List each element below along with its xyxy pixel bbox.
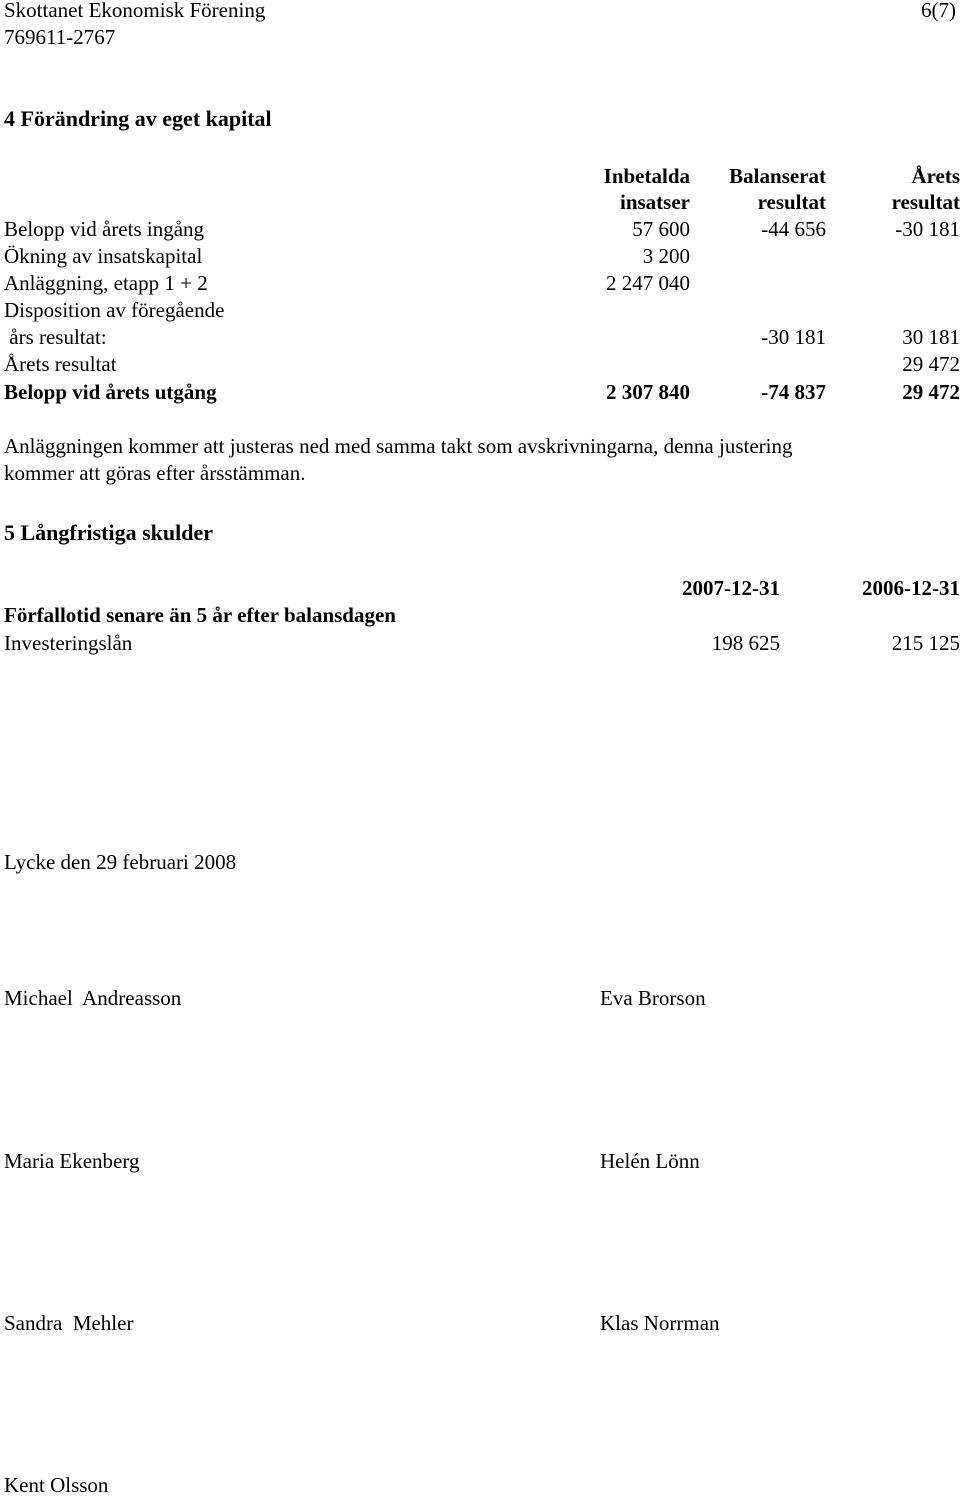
col-header-balanserat-2: resultat [757,190,826,214]
cell-arets: 29 472 [902,352,960,376]
cell-arets: -30 181 [895,217,960,241]
note-line-1: Anläggningen kommer att justeras ned med samma takt som avskrivningarna, denna justering [4,434,793,458]
col-header-arets-1: Årets [911,164,960,188]
company-name: Skottanet Ekonomisk Förening [4,0,266,22]
page-number: 6(7) [921,0,956,22]
place-date: Lycke den 29 februari 2008 [4,850,237,874]
cell-inbetalda: 2 247 040 [606,271,690,295]
row-label: års resultat: [4,325,107,349]
signatory-name: Helén Lönn [600,1149,700,1173]
maturity-subheading: Förfallotid senare än 5 år efter balansdagen [4,603,396,627]
note-line-2: kommer att göras efter årsstämman. [4,461,306,485]
row-label-total: Belopp vid årets utgång [4,380,217,404]
section-4-title: 4 Förändring av eget kapital [4,106,272,131]
row-label: Disposition av föregående [4,298,225,322]
cell-inbetalda: 3 200 [642,244,690,268]
org-number: 769611-2767 [4,25,116,49]
col-header-balanserat-1: Balanserat [729,164,826,188]
section-5-title: 5 Långfristiga skulder [4,520,214,545]
cell-inbetalda: 57 600 [632,217,690,241]
signatory-name: Sandra Mehler [4,1311,134,1335]
cell-balanserat-total: -74 837 [761,380,826,404]
row-label: Belopp vid årets ingång [4,217,205,241]
cell-arets-total: 29 472 [902,380,960,404]
col-header-inbetalda-2: insatser [620,190,690,214]
row-label: Årets resultat [4,352,117,376]
col-header-arets-2: resultat [891,190,960,214]
signatory-name: Kent Olsson [4,1473,109,1497]
signatory-name: Eva Brorson [600,986,706,1010]
cell-arets: 30 181 [902,325,960,349]
cell-inbetalda-total: 2 307 840 [606,380,690,404]
row-label: Anläggning, etapp 1 + 2 [4,271,208,295]
row-label: Ökning av insatskapital [4,244,203,268]
cell-balanserat: -44 656 [761,217,826,241]
signatory-name: Maria Ekenberg [4,1149,140,1173]
col-header-2007: 2007-12-31 [682,576,780,600]
signatory-name: Michael Andreasson [4,986,182,1010]
loan-2006: 215 125 [891,631,960,655]
col-header-inbetalda-1: Inbetalda [603,164,690,188]
cell-balanserat: -30 181 [761,325,826,349]
loan-2007: 198 625 [711,631,780,655]
col-header-2006: 2006-12-31 [862,576,960,600]
signatory-name: Klas Norrman [600,1311,720,1335]
loan-label: Investeringslån [4,631,133,655]
